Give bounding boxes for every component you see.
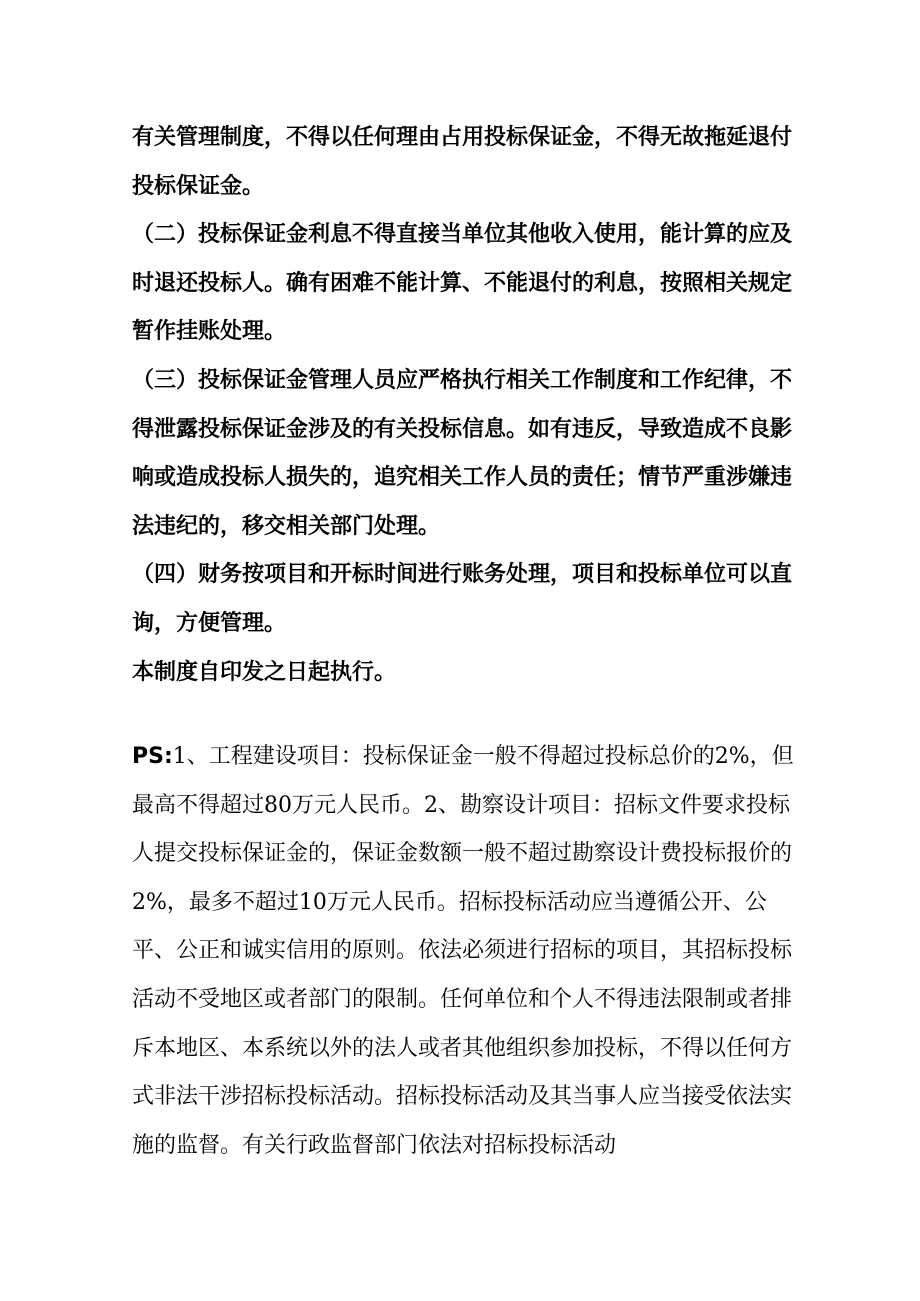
effective-date-statement: 本制度自印发之日起执行。 bbox=[132, 659, 397, 685]
paragraph-continuation: 有关管理制度，不得以任何理由占用投标保证金，不得无故拖延退付投标保证金。 bbox=[132, 125, 793, 199]
regulation-text bbox=[132, 114, 804, 697]
paragraph-item-3: （三）投标保证金管理人员应严格执行相关工作制度和工作纪律，不得泄露投标保证金涉及的有关投标信息。如有违反，导致造成不良影响或造成投标人损失的，追究相关工作人员的责任；情节严重涉嫌违法违纪的，移交相关部门处理。 bbox=[132, 367, 793, 539]
paragraph-item-2: （二）投标保证金利息不得直接当单位其他收入使用，能计算的应及时退还投标人。确有困难不能计算、不能退付的利息，按照相关规定暂作挂账处理。 bbox=[132, 222, 793, 345]
ps-paragraph bbox=[132, 733, 804, 1170]
paragraph-item-4: （四）财务按项目和开标时间进行账务处理，项目和投标单位可以直询，方便管理。 bbox=[132, 562, 793, 636]
ps-text: 1、工程建设项目：投标保证金一般不得超过投标总价的2%，但最高不得超过80万元人民币。2、勘察设计项目：招标文件要求投标人提交投标保证金的，保证金数额一般不超过勘察设计费投标报价的2%，最多不超过10万元人民币。招标投标活动应当遵循公开、公平、公正和诚实信用的原则。依法必须进行招标的项目，其招标投标活动不受地区或者部门的限制。任何单位和个人不得违法限制或者排斥本地区、本系统以外的法人或者其他组织参加投标，不得以任何方式非法干涉招标投标活动。招标投标活动及其当事人应当接受依法实施的监督。有关行政监督部门依法对招标投标活动 bbox=[132, 744, 794, 1158]
ps-note bbox=[132, 733, 804, 1170]
ps-label: PS: bbox=[132, 744, 173, 769]
